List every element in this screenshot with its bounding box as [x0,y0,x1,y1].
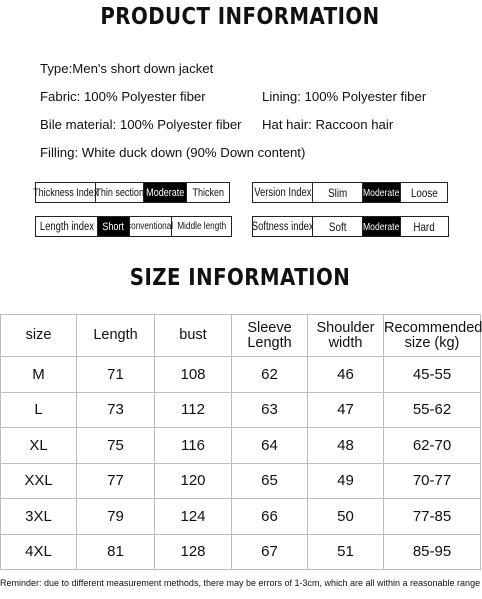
cell-bust: 108 [155,357,232,393]
cell-sleeve-length: 63 [232,392,308,428]
cell-sleeve-length: 67 [232,534,308,570]
softness-index-label: Softness index [253,217,313,236]
cell-size: L [1,392,77,428]
table-row [1,392,481,428]
table-row [1,357,481,393]
spec-bile-material: Bile material: 100% Polyester fiber [40,117,242,132]
header-shoulder-width: Shoulder width [308,315,384,357]
cell-shoulder-width: 51 [308,534,384,570]
cell-recommended-size: 55-62 [384,392,481,428]
length-index-label: Length index [36,217,98,236]
cell-shoulder-width: 46 [308,357,384,393]
softness-option-soft: Soft [313,217,363,236]
version-option-loose: Loose [410,185,438,200]
cell-length: 71 [77,357,155,393]
cell-bust: 124 [155,499,232,535]
table-row [1,463,481,499]
thickness-index-label: Thickness Index [36,183,96,202]
cell-recommended-size: 45-55 [384,357,481,393]
cell-size: 3XL [1,499,77,535]
header-sleeve-length: Sleeve Length [232,315,308,357]
spec-fabric: Fabric: 100% Polyester fiber [40,89,206,104]
length-index-scale [35,216,232,237]
version-option-moderate: Moderate [363,183,401,202]
cell-sleeve-length: 65 [232,463,308,499]
cell-bust: 116 [155,428,232,464]
size-information-title: SIZE INFORMATION [129,265,351,291]
table-row [1,428,481,464]
spec-hat-hair: Hat hair: Raccoon hair [262,117,394,132]
spec-lining: Lining: 100% Polyester fiber [262,89,427,104]
cell-length: 75 [77,428,155,464]
cell-sleeve-length: 66 [232,499,308,535]
cell-bust: 128 [155,534,232,570]
softness-option-moderate: Moderate [363,217,401,236]
cell-size: XL [1,428,77,464]
spec-filling: Filling: White duck down (90% Down content) [40,145,306,160]
spec-type: Type:Men's short down jacket [40,61,214,76]
cell-recommended-size: 85-95 [384,534,481,570]
table-row [1,499,481,535]
cell-size: 4XL [1,534,77,570]
cell-length: 81 [77,534,155,570]
cell-sleeve-length: 64 [232,428,308,464]
cell-size: XXL [1,463,77,499]
header-size: size [1,315,77,357]
softness-option-hard: Hard [413,219,436,234]
cell-length: 73 [77,392,155,428]
product-information-title: PRODUCT INFORMATION [100,4,380,30]
cell-shoulder-width: 50 [308,499,384,535]
cell-bust: 112 [155,392,232,428]
softness-index-scale [252,216,449,237]
version-index-label: Version Index [253,183,313,202]
version-index-scale [252,182,448,203]
size-table [0,314,481,570]
measurement-reminder: Reminder: due to different measurement methods, there may be errors of 1-3cm, which are all within a reasonable range [0,578,481,588]
table-row [1,534,481,570]
thickness-option-thin: Thin section [96,183,144,202]
thickness-option-moderate: Moderate [144,183,187,202]
header-length: Length [77,315,155,357]
cell-recommended-size: 70-77 [384,463,481,499]
thickness-option-thicken: Thicken [192,186,224,199]
length-option-conventional: conventional [130,217,172,236]
cell-sleeve-length: 62 [232,357,308,393]
cell-shoulder-width: 48 [308,428,384,464]
header-bust: bust [155,315,232,357]
length-option-short: Short [98,217,130,236]
version-option-slim: Slim [313,183,363,202]
cell-length: 79 [77,499,155,535]
cell-size: M [1,357,77,393]
length-option-middle: Middle length [176,221,226,232]
cell-bust: 120 [155,463,232,499]
header-recommended-size: Recommended size (kg) [384,315,481,357]
thickness-index-scale [32,182,230,203]
cell-shoulder-width: 47 [308,392,384,428]
cell-recommended-size: 77-85 [384,499,481,535]
size-table-header-row [1,315,481,357]
cell-length: 77 [77,463,155,499]
cell-recommended-size: 62-70 [384,428,481,464]
cell-shoulder-width: 49 [308,463,384,499]
